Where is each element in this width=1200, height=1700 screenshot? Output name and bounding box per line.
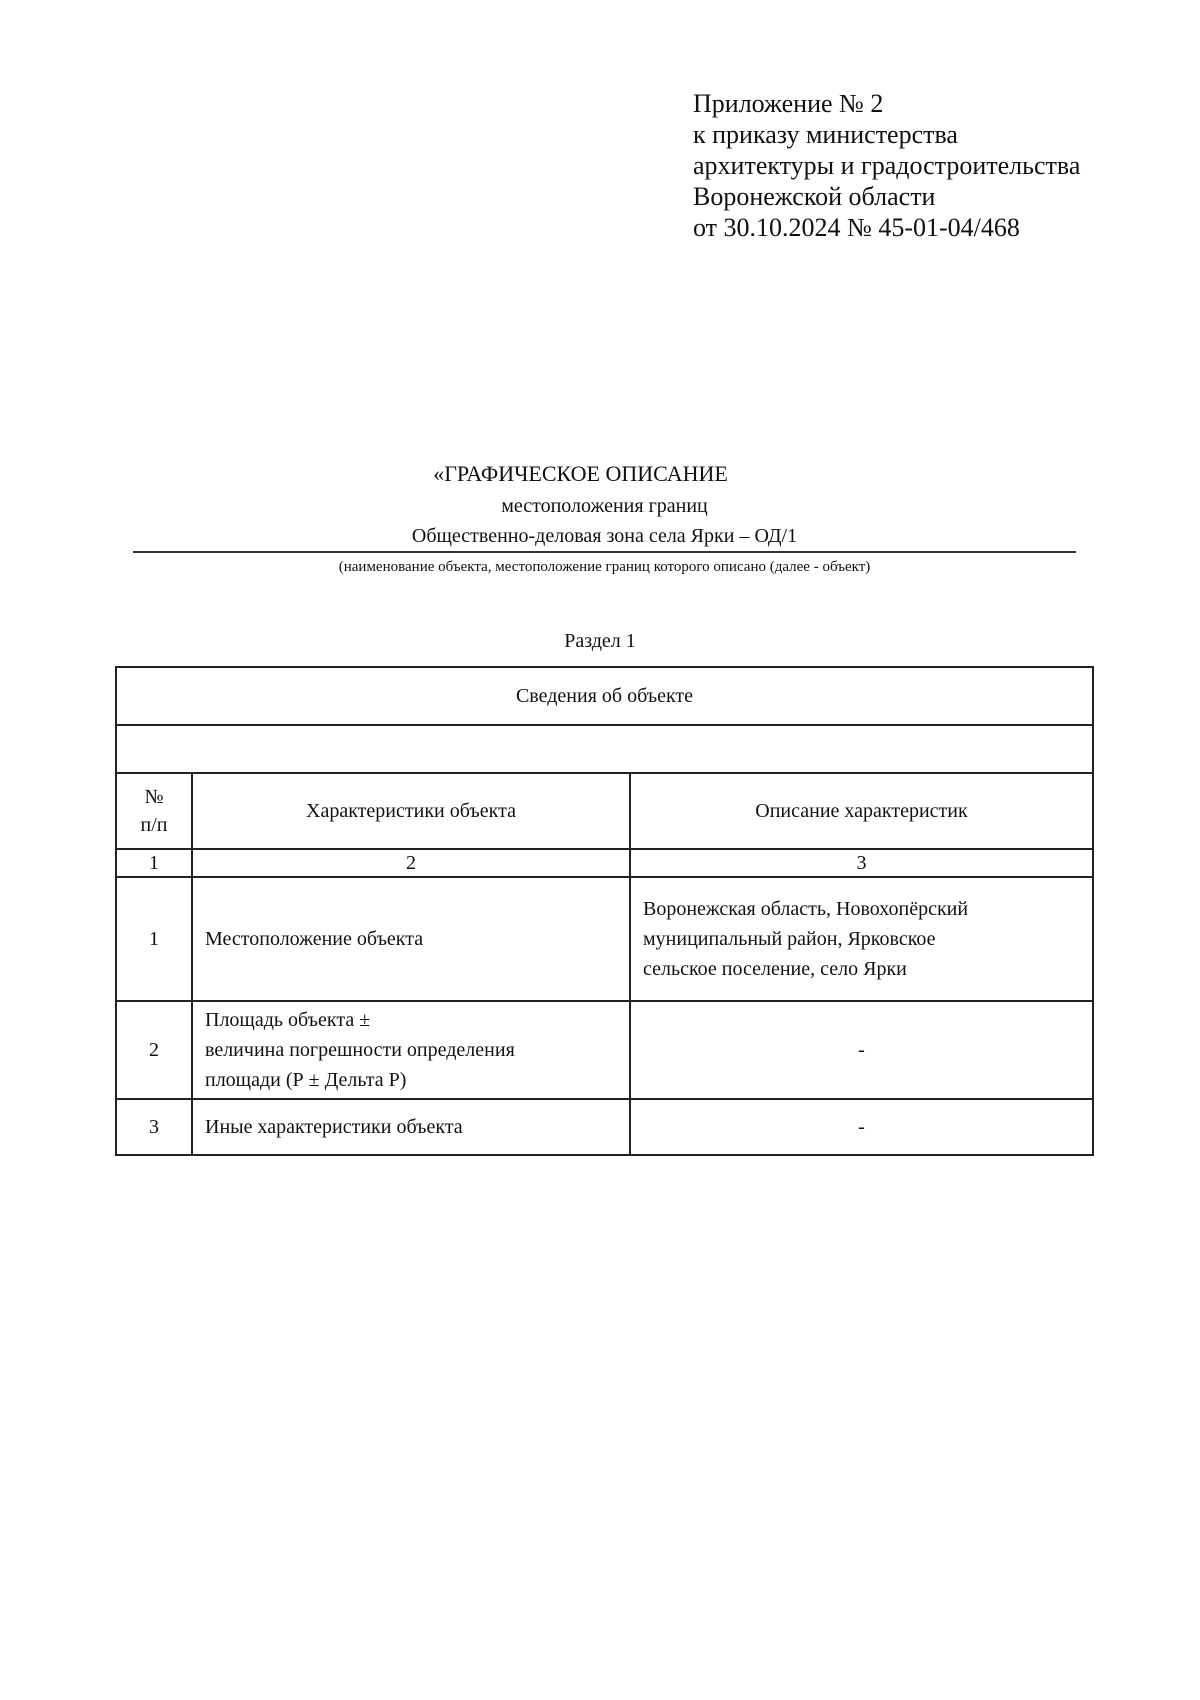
row-characteristic	[192, 877, 630, 1001]
column-index: 1	[116, 849, 192, 877]
cell-line: муниципальный район, Ярковское	[643, 928, 936, 950]
section-label: Раздел 1	[564, 630, 636, 652]
table-empty-row	[116, 725, 1093, 773]
approval-block	[693, 88, 1080, 243]
cell-line: площади (Р ± Дельта Р)	[205, 1069, 407, 1091]
header-number	[116, 773, 192, 849]
approval-line: архитектуры и градостроительства	[693, 151, 1081, 180]
object-info-table	[115, 666, 1094, 1156]
header-number-sign: №	[144, 786, 164, 808]
table-row	[116, 1099, 1093, 1155]
table-caption-row	[116, 667, 1093, 725]
cell-line: Иные характеристики объекта	[205, 1116, 463, 1138]
cell-line: Воронежская область, Новохопёрский	[643, 898, 969, 920]
row-description	[630, 1001, 1093, 1099]
approval-line: Воронежской области	[693, 182, 936, 211]
document-title-block	[133, 460, 1076, 577]
row-number: 2	[116, 1001, 192, 1099]
table-column-index-row	[116, 849, 1093, 877]
table-row	[116, 1001, 1093, 1099]
document-subtitle: местоположения границ	[501, 495, 708, 517]
row-description	[630, 877, 1093, 1001]
approval-line: к приказу министерства	[693, 120, 958, 149]
object-name-note: (наименование объекта, местоположение границ которого описано (далее - объект)	[338, 559, 871, 575]
header-number-abbr: п/п	[140, 814, 168, 836]
row-description	[630, 1099, 1093, 1155]
column-index: 2	[192, 849, 630, 877]
table-header-row	[116, 773, 1093, 849]
table-caption: Сведения об объекте	[116, 667, 1093, 725]
cell-line: Площадь объекта ±	[205, 1009, 371, 1031]
table-row	[116, 877, 1093, 1001]
cell-line: Местоположение объекта	[205, 928, 424, 950]
row-characteristic	[192, 1001, 630, 1099]
cell-line: -	[858, 1039, 865, 1061]
approval-line: Приложение № 2	[693, 89, 884, 118]
cell-line: -	[858, 1116, 865, 1138]
object-name: Общественно-деловая зона села Ярки – ОД/1	[133, 523, 1076, 553]
column-index: 3	[630, 849, 1093, 877]
cell-line: величина погрешности определения	[205, 1039, 515, 1061]
table-empty-cell	[116, 725, 1093, 773]
document-title: «ГРАФИЧЕСКОЕ ОПИСАНИЕ	[433, 461, 728, 486]
approval-date-number: от 30.10.2024 № 45-01-04/468	[693, 213, 1020, 242]
row-number: 1	[116, 877, 192, 1001]
row-characteristic	[192, 1099, 630, 1155]
header-description: Описание характеристик	[630, 773, 1093, 849]
cell-line: сельское поселение, село Ярки	[643, 958, 907, 980]
row-number: 3	[116, 1099, 192, 1155]
header-characteristic: Характеристики объекта	[192, 773, 630, 849]
